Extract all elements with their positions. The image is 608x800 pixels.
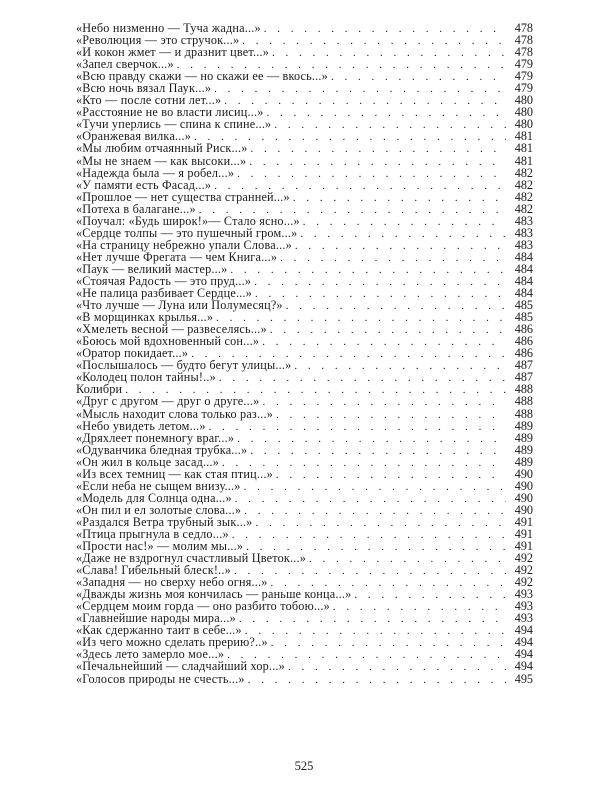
toc-entry-title: «Западня — но сверху небо огня...» — [76, 575, 268, 590]
toc-entry — [76, 660, 533, 672]
toc-entry-page: 481 — [514, 141, 533, 156]
toc-entry — [76, 155, 533, 167]
toc-entry-page: 484 — [514, 249, 533, 264]
toc-entry — [76, 408, 533, 420]
toc-entry-title: «Главнейшие народы мира...» — [76, 611, 236, 626]
toc-entry-page: 484 — [514, 273, 533, 288]
toc-entry-title: «Мысль находит слова только раз...» — [76, 406, 273, 421]
dot-leader — [280, 252, 506, 264]
toc-entry-page: 488 — [514, 382, 533, 397]
dot-leader — [255, 288, 506, 300]
dot-leader — [209, 421, 506, 433]
toc-entry-title: «Боюсь мой вдохновенный сон...» — [76, 334, 260, 349]
toc-entry-title: «Нет лучше Фрегата — чем Книга...» — [76, 249, 278, 264]
dot-leader — [293, 192, 506, 204]
dot-leader — [245, 625, 506, 637]
toc-entry-title: «Надежда была — я робел...» — [76, 165, 235, 180]
toc-entry-page: 487 — [514, 358, 533, 373]
toc-entry-page: 489 — [514, 430, 533, 445]
toc-entry-title: «Из чего можно сделать прерию?..» — [76, 635, 268, 650]
toc-entry-page: 492 — [514, 575, 533, 590]
toc-entry-title: «Хмелеть весной — развеселясь...» — [76, 322, 267, 337]
toc-entry-page: 479 — [514, 69, 533, 84]
toc-entry-page: 491 — [514, 514, 533, 529]
toc-entry-page: 489 — [514, 418, 533, 433]
toc-entry-title: «Послышалось — будто бегут улицы...» — [76, 358, 292, 373]
toc-entry-title: «Даже не вздрогнул счастливый Цветок...» — [76, 551, 307, 566]
toc-entry-title: «Революция — это стручок...» — [76, 33, 240, 48]
table-of-contents — [76, 22, 533, 685]
toc-entry-page: 485 — [514, 310, 533, 325]
toc-entry-title: «Кто — после сотни лет...» — [76, 93, 222, 108]
dot-leader — [235, 493, 506, 505]
dot-leader — [309, 553, 506, 565]
toc-entry-title: «Дряхлеет понемногу враг...» — [76, 430, 235, 445]
toc-entry — [76, 444, 533, 456]
toc-entry-title: «На страницу небрежно упали Слова...» — [76, 237, 292, 252]
toc-entry-page: 482 — [514, 165, 533, 180]
toc-entry-page: 491 — [514, 526, 533, 541]
page-number: 525 — [294, 759, 314, 773]
toc-entry-title: «В морщинках крылья...» — [76, 310, 214, 325]
dot-leader — [237, 168, 506, 180]
dot-leader — [331, 71, 506, 83]
toc-entry-page: 485 — [514, 298, 533, 313]
dot-leader — [214, 83, 506, 95]
toc-entry-page: 487 — [514, 370, 533, 385]
toc-entry — [76, 203, 533, 215]
toc-entry-title: «Поучал: «Будь широк!»— Стало ясно...» — [76, 213, 300, 228]
dot-leader — [242, 35, 506, 47]
toc-entry-title: «У памяти есть Фасад...» — [76, 177, 212, 192]
toc-entry-page: 478 — [514, 33, 533, 48]
dot-leader — [354, 589, 506, 601]
dot-leader — [250, 445, 506, 457]
toc-entry-title: «Запел сверчок...» — [76, 57, 174, 72]
dot-leader — [234, 565, 506, 577]
toc-entry-title: «Печальнейший — сладчайший хор...» — [76, 659, 285, 674]
toc-entry-title: «Птица прыгнула в седло...» — [76, 526, 229, 541]
toc-entry-title: «Паук — великий мастер...» — [76, 261, 228, 276]
toc-entry-page: 493 — [514, 611, 533, 626]
toc-entry-title: «Мы не знаем — как высоки...» — [76, 153, 247, 168]
toc-entry-title: «Он пил и ел золотые слова...» — [76, 502, 242, 517]
toc-entry-title: «Слава! Гибельный блеск!..» — [76, 563, 231, 578]
toc-entry-title: «Голосов природы не счесть...» — [76, 671, 245, 686]
dot-leader — [244, 505, 506, 517]
toc-entry-title: «Оратор покидает...» — [76, 346, 189, 361]
dot-leader — [230, 264, 506, 276]
toc-entry-title: «Всю правду скажи — но скажи ее — вкось...» — [76, 69, 328, 84]
toc-entry-page: 490 — [514, 490, 533, 505]
toc-entry-page: 486 — [514, 322, 533, 337]
toc-entry-page: 495 — [514, 671, 533, 686]
toc-entry — [76, 215, 533, 227]
toc-entry-page: 482 — [514, 177, 533, 192]
toc-entry-page: 491 — [514, 539, 533, 554]
toc-entry-page: 481 — [514, 153, 533, 168]
toc-entry — [76, 142, 533, 154]
toc-entry-title: «Если неба не сыщем внизу...» — [76, 478, 241, 493]
toc-entry-title: «Прости нас!» — молим мы...» — [76, 539, 244, 554]
dot-leader — [255, 517, 506, 529]
dot-leader — [251, 143, 506, 155]
toc-entry-page: 484 — [514, 261, 533, 276]
toc-entry-page: 494 — [514, 635, 533, 650]
toc-entry-page: 480 — [514, 93, 533, 108]
toc-entry-title: «Сердцем моим горда — оно разбито тобою...» — [76, 599, 330, 614]
toc-entry-page: 490 — [514, 502, 533, 517]
toc-entry-page: 492 — [514, 551, 533, 566]
dot-leader — [276, 469, 506, 481]
dot-leader — [294, 360, 506, 372]
toc-entry-page: 478 — [514, 21, 533, 35]
toc-entry-page: 481 — [514, 129, 533, 144]
toc-entry-title: «Как сдержанно таит в себе...» — [76, 623, 242, 638]
toc-entry-page: 494 — [514, 647, 533, 662]
toc-entry-page: 489 — [514, 454, 533, 469]
dot-leader — [248, 674, 506, 686]
dot-leader — [262, 396, 506, 408]
toc-entry-title: «И кокон жмет — и дразнит цвет...» — [76, 45, 270, 60]
toc-entry-page: 482 — [514, 189, 533, 204]
toc-entry-page: 478 — [514, 45, 533, 60]
toc-entry-page: 483 — [514, 213, 533, 228]
toc-entry-page: 488 — [514, 394, 533, 409]
toc-entry-page: 486 — [514, 334, 533, 349]
dot-leader — [262, 336, 506, 348]
dot-leader — [254, 276, 506, 288]
toc-entry — [76, 456, 533, 468]
toc-entry-title: «Сердце толпы — это пушечный гром...» — [76, 225, 298, 240]
dot-leader — [276, 409, 506, 421]
toc-entry-title: «Небо низменно — Туча жадна...» — [76, 21, 261, 35]
toc-entry-title: «Не палица разбивает Сердце...» — [76, 286, 252, 301]
toc-entry-page: 488 — [514, 406, 533, 421]
toc-entry-title: «Он жил в кольце засад...» — [76, 454, 220, 469]
toc-entry-page: 493 — [514, 587, 533, 602]
toc-entry-page: 480 — [514, 117, 533, 132]
toc-entry-title: «Дважды жизнь моя кончилась — раньше конца...» — [76, 587, 352, 602]
toc-entry-title: «Оранжевая вилка...» — [76, 129, 191, 144]
toc-entry — [76, 468, 533, 480]
dot-leader — [244, 481, 506, 493]
toc-entry-title: «Потеха в балагане...» — [76, 201, 196, 216]
dot-leader — [295, 240, 506, 252]
toc-entry-title: Колибри — [76, 382, 123, 397]
toc-entry — [76, 167, 533, 179]
toc-entry-page: 479 — [514, 57, 533, 72]
toc-entry-title: «Прошлое — нет существа странней...» — [76, 189, 290, 204]
dot-leader — [333, 601, 506, 613]
toc-entry-page: 479 — [514, 81, 533, 96]
toc-entry-page: 482 — [514, 201, 533, 216]
dot-leader — [237, 433, 506, 445]
toc-entry-title: «Стоячая Радость — это пруд...» — [76, 273, 252, 288]
dot-leader — [272, 47, 506, 59]
toc-entry — [76, 673, 533, 685]
dot-leader — [232, 529, 506, 541]
toc-entry-title: «Что лучше — Луна или Полумесяц?» — [76, 298, 283, 313]
dot-leader — [264, 23, 506, 35]
toc-entry-title: «Расстояние не во власти лисиц...» — [76, 105, 264, 120]
toc-entry-page: 493 — [514, 599, 533, 614]
dot-leader — [267, 107, 506, 119]
dot-leader — [288, 661, 506, 673]
dot-leader — [270, 324, 506, 336]
dot-leader — [249, 156, 506, 168]
toc-entry-page: 494 — [514, 623, 533, 638]
toc-entry — [76, 420, 533, 432]
toc-entry — [76, 191, 533, 203]
dot-leader — [300, 228, 506, 240]
dot-leader — [274, 119, 506, 131]
toc-entry-page: 489 — [514, 442, 533, 457]
toc-entry-page: 486 — [514, 346, 533, 361]
toc-entry-page: 483 — [514, 237, 533, 252]
dot-leader — [239, 613, 506, 625]
toc-entry-title: «Небо увидеть летом...» — [76, 418, 206, 433]
dot-leader — [286, 300, 506, 312]
toc-entry-title: «Одуванчика бледная трубка...» — [76, 442, 248, 457]
toc-entry-page: 490 — [514, 466, 533, 481]
toc-entry-page: 490 — [514, 478, 533, 493]
toc-entry-title: «Здесь лето замерло мое...» — [76, 647, 225, 662]
toc-entry-title: «Тучи уперлись — спина к спине...» — [76, 117, 272, 132]
toc-entry — [76, 432, 533, 444]
toc-entry-page: 492 — [514, 563, 533, 578]
toc-entry-page: 483 — [514, 225, 533, 240]
toc-entry-title: «Из всех темниц — как стая птиц...» — [76, 466, 273, 481]
toc-entry-title: «Модель для Солнца одна...» — [76, 490, 232, 505]
toc-entry-title: «Колодец полон тайны!..» — [76, 370, 216, 385]
toc-entry — [76, 179, 533, 191]
toc-entry-page: 494 — [514, 659, 533, 674]
toc-entry-page: 480 — [514, 105, 533, 120]
dot-leader — [271, 637, 506, 649]
toc-entry-title: «Друг с другом — друг о друге...» — [76, 394, 260, 409]
dot-leader — [219, 372, 506, 384]
toc-entry-title: «Мы любим отчаянный Риск...» — [76, 141, 248, 156]
toc-entry-title: «Всю ночь вязал Паук...» — [76, 81, 212, 96]
toc-entry — [76, 395, 533, 407]
dot-leader — [303, 216, 506, 228]
toc-entry-title: «Раздался Ветра трубный зык...» — [76, 514, 253, 529]
toc-entry-page: 484 — [514, 286, 533, 301]
toc-entry — [76, 371, 533, 383]
dot-leader — [224, 95, 506, 107]
